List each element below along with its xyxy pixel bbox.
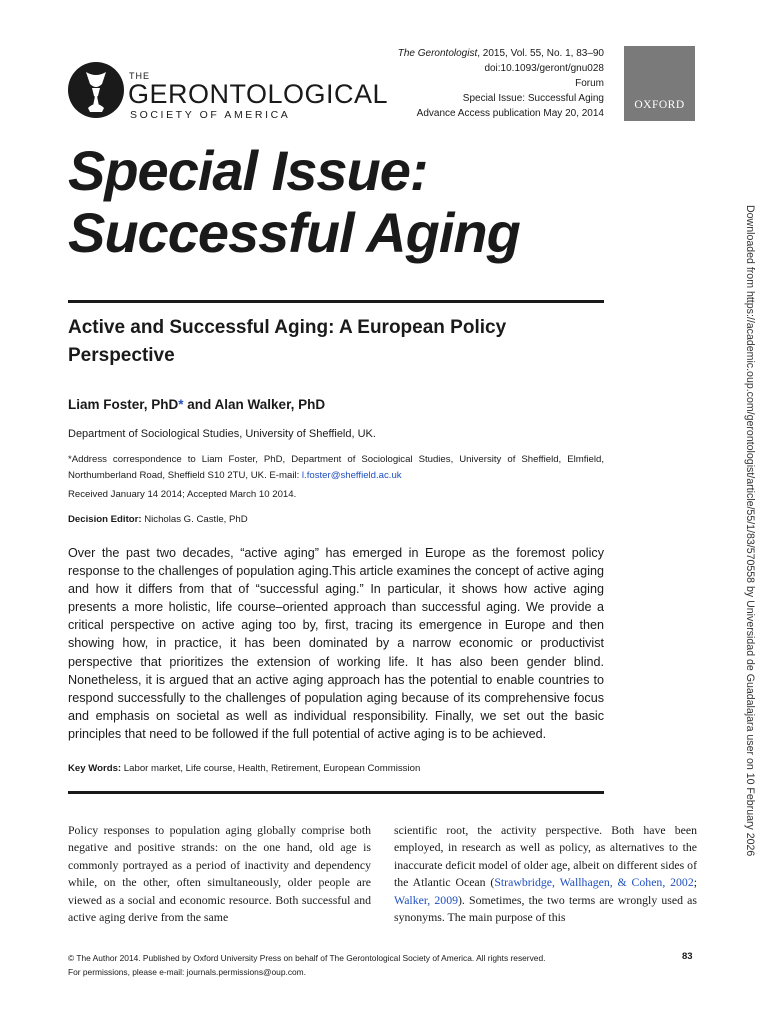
body-column-right	[394, 822, 697, 926]
journal-section: Forum	[575, 78, 604, 89]
journal-info	[398, 46, 604, 121]
download-note	[742, 205, 758, 857]
decision-editor	[68, 514, 248, 525]
author-affiliation: Department of Sociological Studies, University of Sheffield, UK.	[68, 428, 376, 440]
logo-society-name: GERONTOLOGICAL	[128, 79, 389, 109]
logo-the-text: THE	[129, 71, 150, 81]
top-divider	[68, 300, 604, 303]
journal-volume: , 2015, Vol. 55, No. 1, 83–90	[477, 48, 604, 59]
special-issue-line-1: Special Issue:	[68, 139, 428, 202]
publisher-name: OXFORD	[634, 99, 685, 111]
reference-separator: ;	[693, 875, 697, 890]
article-authors	[68, 397, 325, 412]
hourglass-figure-icon	[68, 62, 124, 118]
copyright-notice: © The Author 2014. Published by Oxford University Press on behalf of The Gerontological Society of America. All rights reserved.	[68, 953, 546, 963]
reference-link-strawbridge[interactable]: Strawbridge, Wallhagen, & Cohen, 2002	[494, 875, 694, 890]
author-first: Liam Foster, PhD	[68, 397, 179, 412]
publisher-logo	[624, 46, 695, 121]
body-right-text-1: scientific root, the activity perspective. Both have been employed, in research as well as policy, as alternatives to the inaccurate deficit model of older age, albeit on different sides of the Atlantic Ocean (	[394, 823, 697, 890]
address-text: *Address correspondence to Liam Foster, PhD, Department of Sociological Studies, University of Sheffield, Elmfield, Northumberland Road, Sheffield S10 2TU, UK. E-mail:	[68, 454, 604, 481]
body-right-text-2: ). Sometimes, the two terms are wrongly used as synonyms. The main purpose of this	[394, 892, 697, 925]
body-column-left: Policy responses to population aging globally comprise both negative and positive strands: on the one hand, old age is commonly portrayed as a period of inactivity and dependency while, on the other, often simultaneously, older people are viewed as a social and economic resource. Both successful and active aging derive from the same	[68, 823, 371, 925]
journal-access-date: Advance Access publication May 20, 2014	[416, 108, 604, 119]
reference-link-walker[interactable]: Walker, 2009	[394, 892, 458, 907]
key-words-list: Labor market, Life course, Health, Retirement, European Commission	[121, 763, 421, 774]
abstract: Over the past two decades, “active aging” has emerged in Europe as the foremost policy response to the challenges of population aging.This article examines the concept of active aging and how it differs from that of “successful aging.” In particular, it shows how active aging presents a more holistic, life course–oriented approach than successful aging. We provide a critical perspective on active aging too by, first, tracing its emergence in Europe and then showing how, in practice, it has been dominated by a narrow economic or productivist perspective that prioritizes the extension of working life. It has also been gender blind. Nonetheless, it is argued that an active aging approach has the potential to enable countries to respond successfully to the challenges of population aging because of its comprehensive focus and emphasis on societal as well as individual responsibility. Finally, we set out the basic principles that need to be followed if the full potential of active aging is to be achieved.	[68, 546, 604, 741]
journal-name: The Gerontologist	[397, 48, 478, 59]
society-logo-emblem	[68, 62, 124, 118]
decision-editor-label: Decision Editor:	[68, 514, 142, 525]
journal-special-issue: Special Issue: Successful Aging	[462, 93, 604, 104]
received-dates: Received January 14 2014; Accepted March 10 2014.	[68, 489, 297, 500]
special-issue-line-2: Successful Aging	[68, 201, 520, 264]
journal-doi: doi:10.1093/geront/gnu028	[484, 63, 604, 74]
article-title: Active and Successful Aging: A European Policy Perspective	[68, 317, 507, 366]
special-issue-heading	[68, 140, 520, 264]
key-words	[68, 763, 420, 774]
journal-citation	[398, 46, 604, 61]
page-number: 83	[682, 951, 693, 962]
decision-editor-name: Nicholas G. Castle, PhD	[141, 514, 248, 525]
corresponding-author-link[interactable]: *	[178, 397, 184, 412]
abstract-divider	[68, 791, 604, 794]
email-link[interactable]: l.foster@sheffield.ac.uk	[301, 470, 402, 481]
logo-society-subtitle: SOCIETY OF AMERICA	[130, 109, 291, 121]
download-note-text: Downloaded from https://academic.oup.com/gerontologist/article/55/1/83/570558 by Universidad de Guadalajara user on 10 February 2026	[744, 205, 756, 857]
page-footer	[68, 951, 545, 979]
correspondence-address	[68, 452, 604, 484]
author-second: and Alan Walker, PhD	[183, 397, 326, 412]
permissions-notice: For permissions, please e-mail: journals.permissions@oup.com.	[68, 967, 306, 977]
key-words-label: Key Words:	[68, 763, 122, 774]
